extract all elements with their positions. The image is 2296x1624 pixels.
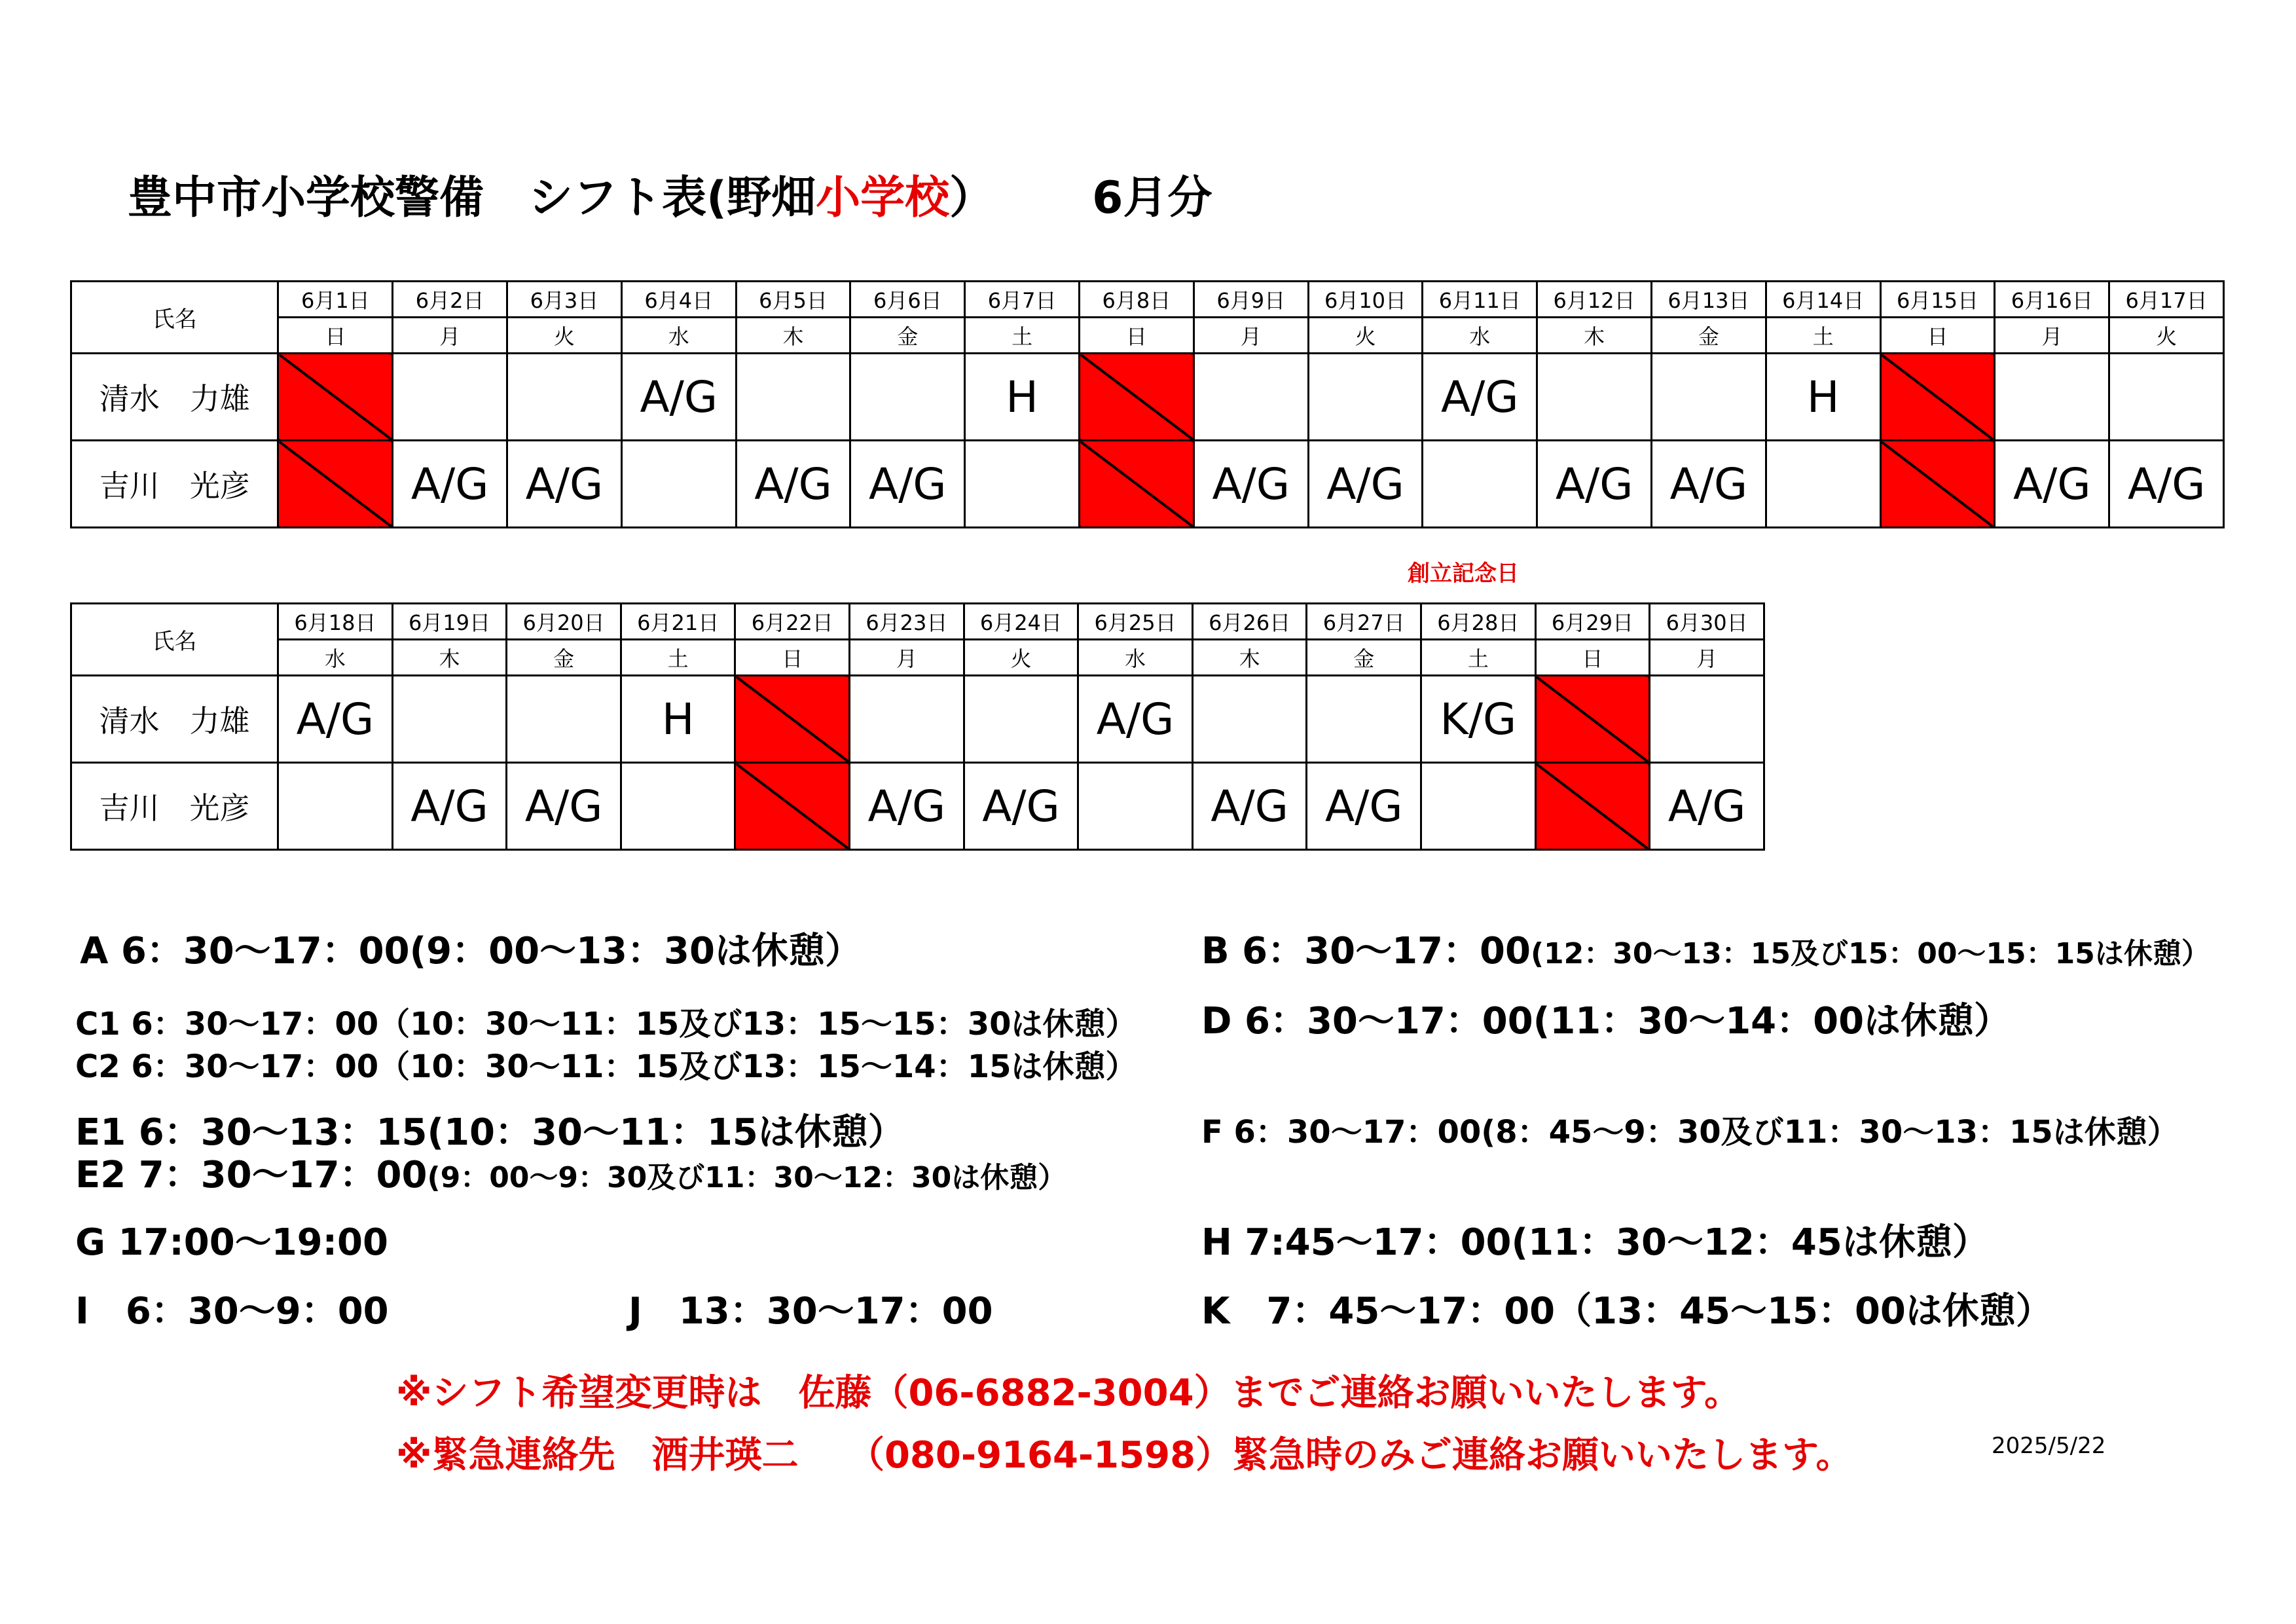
shift-cell (965, 441, 1080, 528)
holiday-cell (1880, 354, 1995, 441)
shift-cell (964, 676, 1078, 763)
shift-cell: A/G (278, 676, 393, 763)
shift-cell (507, 354, 622, 441)
weekday-header: 日 (1880, 318, 1995, 354)
shift-cell: A/G (507, 441, 622, 528)
date-header: 6月21日 (621, 604, 735, 640)
holiday-cell (1080, 354, 1194, 441)
staff-row (71, 441, 2224, 528)
shift-cell (850, 354, 965, 441)
date-header: 6月23日 (850, 604, 964, 640)
legend-g: G 17:00～19:00 (75, 1221, 388, 1264)
legend-e2-sub: (9：00～9：30及び11：30～12：30は休憩） (427, 1161, 1067, 1194)
weekday-header: 火 (1308, 318, 1423, 354)
holiday-cell (278, 441, 393, 528)
shift-cell: A/G (850, 441, 965, 528)
date-header: 6月5日 (736, 282, 850, 318)
weekday-header: 土 (1421, 640, 1536, 676)
legend-i: I 6：30～9：00 (75, 1290, 389, 1333)
shift-cell (1650, 676, 1764, 763)
shift-cell: K/G (1421, 676, 1536, 763)
weekday-header: 水 (278, 640, 393, 676)
date-header: 6月13日 (1652, 282, 1766, 318)
shift-cell: A/G (621, 354, 736, 441)
holiday-cell (278, 354, 393, 441)
date-header: 6月3日 (507, 282, 622, 318)
shift-cell (1307, 676, 1421, 763)
date-header: 6月8日 (1080, 282, 1194, 318)
title-school: 小学校 (816, 172, 950, 224)
shift-cell (1766, 441, 1880, 528)
legend-k: K 7：45～17：00（13：45～15：00は休憩） (1201, 1290, 2052, 1333)
weekday-header: 火 (2109, 318, 2224, 354)
shift-table-2 (70, 602, 1765, 851)
staff-name: 吉川 光彦 (71, 763, 278, 850)
weekday-header: 金 (1652, 318, 1766, 354)
contact-shift-change: ※シフト希望変更時は 佐藤（06-6882-3004）までご連絡お願いいたします。 (396, 1372, 1741, 1414)
legend-a: A 6：30～17：00(9：00～13：30は休憩） (80, 930, 862, 972)
shift-cell: A/G (392, 763, 507, 850)
weekday-header: 木 (1537, 318, 1652, 354)
shift-cell: A/G (1650, 763, 1764, 850)
date-header: 6月4日 (621, 282, 736, 318)
title-part2: ） (949, 172, 994, 224)
shift-cell: H (621, 676, 735, 763)
title-part1: 豊中市小学校警備 シフト表(野畑 (128, 172, 816, 224)
date-header: 6月26日 (1192, 604, 1307, 640)
shift-cell (1192, 676, 1307, 763)
date-header: 6月20日 (507, 604, 621, 640)
weekday-header: 日 (1535, 640, 1650, 676)
document-date: 2025/5/22 (1992, 1433, 2106, 1459)
shift-cell: A/G (1078, 676, 1193, 763)
weekday-header: 日 (1080, 318, 1194, 354)
legend-c2: C2 6：30～17：00（10：30～11：15及び13：15～14：15は休憩） (75, 1048, 1137, 1085)
shift-cell (621, 763, 735, 850)
legend-j: J 13：30～17：00 (629, 1290, 993, 1333)
date-header: 6月30日 (1650, 604, 1764, 640)
legend-b-sub: (12：30～13：15及び15：00～15：15は休憩） (1530, 937, 2210, 970)
shift-cell (1421, 763, 1536, 850)
date-header: 6月9日 (1194, 282, 1308, 318)
staff-name: 清水 力雄 (71, 676, 278, 763)
weekday-header: 木 (736, 318, 850, 354)
weekday-header: 木 (392, 640, 507, 676)
weekday-header: 金 (1307, 640, 1421, 676)
shift-cell: A/G (964, 763, 1078, 850)
legend-b-main: B 6：30～17：00 (1201, 930, 1531, 972)
date-header: 6月14日 (1766, 282, 1880, 318)
shift-cell (621, 441, 736, 528)
title-month: 6月分 (1092, 172, 1212, 224)
legend-b (1201, 922, 2210, 974)
weekday-header: 土 (1766, 318, 1880, 354)
shift-table-1 (70, 280, 2225, 528)
shift-cell: A/G (393, 441, 507, 528)
weekday-header: 水 (1423, 318, 1537, 354)
legend-f: F 6：30～17：00(8：45～9：30及び11：30～13：15は休憩） (1201, 1114, 2179, 1151)
shift-cell: A/G (2109, 441, 2224, 528)
shift-cell (507, 676, 621, 763)
name-column-header: 氏名 (71, 604, 278, 676)
shift-cell: H (965, 354, 1080, 441)
date-header: 6月10日 (1308, 282, 1423, 318)
shift-cell: A/G (850, 763, 964, 850)
staff-name: 清水 力雄 (71, 354, 278, 441)
shift-cell: A/G (507, 763, 621, 850)
date-header: 6月17日 (2109, 282, 2224, 318)
shift-cell: A/G (1423, 354, 1537, 441)
date-header: 6月7日 (965, 282, 1080, 318)
holiday-cell (1080, 441, 1194, 528)
contact-emergency: ※緊急連絡先 酒井瑛二 （080-9164-1598）緊急時のみご連絡お願いいたします。 (396, 1434, 1853, 1477)
legend-h: H 7:45～17：00(11：30～12：45は休憩） (1201, 1221, 1989, 1264)
shift-cell: A/G (1652, 441, 1766, 528)
date-header: 6月1日 (278, 282, 393, 318)
shift-cell (1423, 441, 1537, 528)
shift-cell: A/G (1995, 441, 2109, 528)
legend-c1: C1 6：30～17：00（10：30～11：15及び13：15～15：30は休憩） (75, 1006, 1137, 1043)
date-header: 6月2日 (393, 282, 507, 318)
shift-cell: H (1766, 354, 1880, 441)
staff-row (71, 354, 2224, 441)
staff-row (71, 763, 1764, 850)
legend-d: D 6：30～17：00(11：30～14：00は休憩） (1201, 1000, 2011, 1043)
holiday-cell (1880, 441, 1995, 528)
staff-row (71, 676, 1764, 763)
holiday-cell (1535, 763, 1650, 850)
shift-cell (1194, 354, 1308, 441)
weekday-header: 金 (850, 318, 965, 354)
weekday-header: 火 (964, 640, 1078, 676)
weekday-header: 月 (1995, 318, 2109, 354)
date-header: 6月11日 (1423, 282, 1537, 318)
date-header: 6月16日 (1995, 282, 2109, 318)
legend-e2-main: E2 7：30～17：00 (75, 1154, 428, 1196)
date-header: 6月24日 (964, 604, 1078, 640)
weekday-header: 月 (1650, 640, 1764, 676)
weekday-header: 水 (621, 318, 736, 354)
weekday-header: 金 (507, 640, 621, 676)
weekday-header: 月 (850, 640, 964, 676)
holiday-cell (735, 763, 850, 850)
shift-cell (736, 354, 850, 441)
shift-cell (392, 676, 507, 763)
legend-e2 (75, 1146, 1066, 1198)
date-header: 6月6日 (850, 282, 965, 318)
page-title (128, 162, 1212, 226)
shift-cell (278, 763, 393, 850)
weekday-header: 土 (621, 640, 735, 676)
date-header: 6月22日 (735, 604, 850, 640)
date-header: 6月28日 (1421, 604, 1536, 640)
weekday-header: 月 (1194, 318, 1308, 354)
weekday-header: 木 (1192, 640, 1307, 676)
shift-cell (1995, 354, 2109, 441)
shift-cell: A/G (736, 441, 850, 528)
shift-cell: A/G (1192, 763, 1307, 850)
weekday-header: 水 (1078, 640, 1193, 676)
shift-cell (1537, 354, 1652, 441)
shift-cell (1308, 354, 1423, 441)
date-header: 6月18日 (278, 604, 393, 640)
shift-cell: A/G (1307, 763, 1421, 850)
holiday-cell (735, 676, 850, 763)
weekday-header: 月 (393, 318, 507, 354)
legend-e1: E1 6：30～13：15(10：30～11：15は休憩） (75, 1111, 905, 1154)
date-header: 6月29日 (1535, 604, 1650, 640)
shift-cell (850, 676, 964, 763)
date-header: 6月25日 (1078, 604, 1193, 640)
shift-cell (1652, 354, 1766, 441)
weekday-header: 日 (735, 640, 850, 676)
holiday-cell (1535, 676, 1650, 763)
founding-day-note: 創立記念日 (1408, 561, 1519, 587)
weekday-header: 日 (278, 318, 393, 354)
weekday-header: 火 (507, 318, 622, 354)
shift-cell: A/G (1194, 441, 1308, 528)
name-column-header: 氏名 (71, 282, 278, 354)
shift-cell: A/G (1308, 441, 1423, 528)
date-header: 6月19日 (392, 604, 507, 640)
date-header: 6月15日 (1880, 282, 1995, 318)
shift-cell: A/G (1537, 441, 1652, 528)
weekday-header: 土 (965, 318, 1080, 354)
date-header: 6月27日 (1307, 604, 1421, 640)
shift-cell (393, 354, 507, 441)
date-header: 6月12日 (1537, 282, 1652, 318)
shift-cell (2109, 354, 2224, 441)
shift-cell (1078, 763, 1193, 850)
staff-name: 吉川 光彦 (71, 441, 278, 528)
